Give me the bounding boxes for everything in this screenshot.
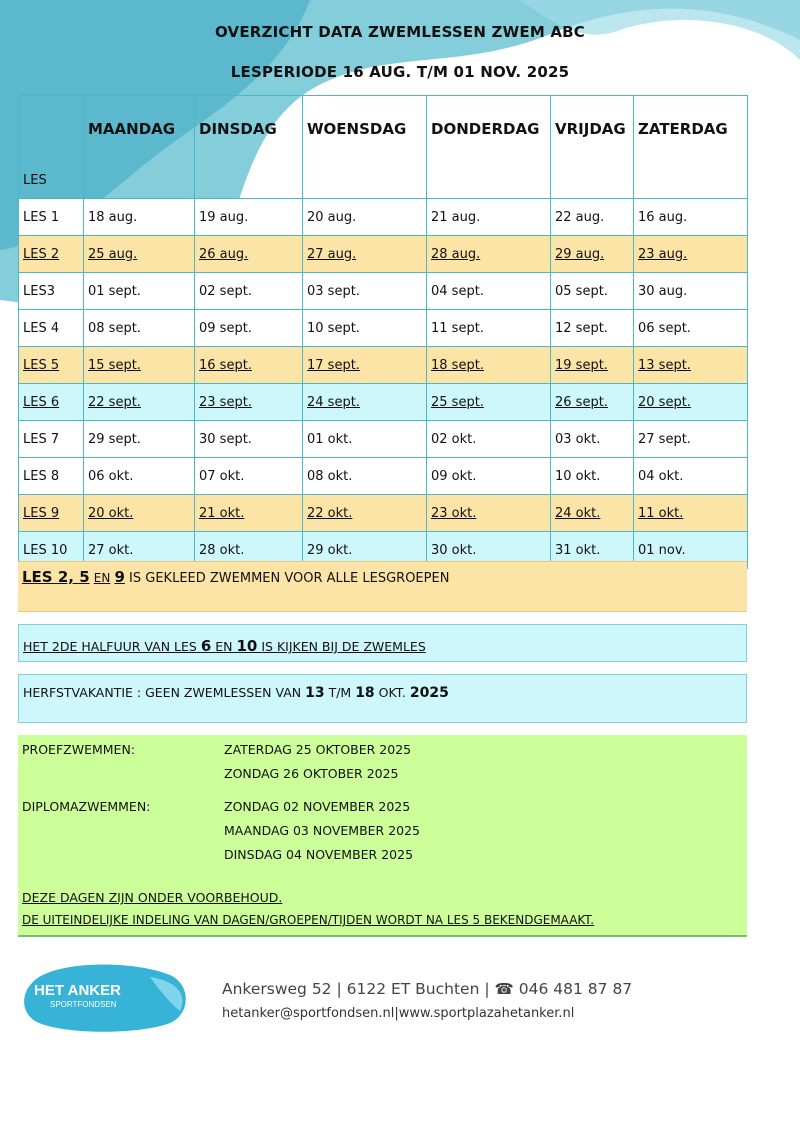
- date-cell: 26 sept.: [551, 384, 634, 421]
- date-cell: 01 okt.: [303, 421, 427, 458]
- les-cell: LES 9: [19, 495, 84, 532]
- les-cell: LES 8: [19, 458, 84, 495]
- table-row: [19, 495, 748, 532]
- table-row: [19, 384, 748, 421]
- date-cell: 28 okt.: [195, 532, 303, 569]
- exam-info-panel: [18, 735, 747, 937]
- disclaimer-line: DEZE DAGEN ZIJN ONDER VOORBEHOUD.: [22, 890, 283, 905]
- date-cell: 29 sept.: [84, 421, 195, 458]
- table-header-row: [19, 96, 748, 199]
- table-row: [19, 236, 748, 273]
- date-cell: 09 okt.: [427, 458, 551, 495]
- date-cell: 20 okt.: [84, 495, 195, 532]
- date-cell: 25 aug.: [84, 236, 195, 273]
- date-cell: 21 aug.: [427, 199, 551, 236]
- date-cell: 28 aug.: [427, 236, 551, 273]
- date-cell: 05 sept.: [551, 273, 634, 310]
- proef-date: ZONDAG 26 OKTOBER 2025: [224, 766, 399, 781]
- date-cell: 17 sept.: [303, 347, 427, 384]
- les-cell: LES3: [19, 273, 84, 310]
- footer-contact: hetanker@sportfondsen.nl|www.sportplazahetanker.nl: [222, 1006, 575, 1021]
- date-cell: 27 sept.: [634, 421, 748, 458]
- date-cell: 01 sept.: [84, 273, 195, 310]
- date-cell: 06 okt.: [84, 458, 195, 495]
- les-cell: LES 5: [19, 347, 84, 384]
- phone-icon: ☎: [494, 980, 514, 998]
- diploma-label: DIPLOMAZWEMMEN:: [22, 799, 151, 814]
- date-cell: 07 okt.: [195, 458, 303, 495]
- date-cell: 31 okt.: [551, 532, 634, 569]
- date-cell: 02 sept.: [195, 273, 303, 310]
- date-cell: 16 aug.: [634, 199, 748, 236]
- page-title: OVERZICHT DATA ZWEMLESSEN ZWEM ABC: [214, 23, 586, 41]
- date-cell: 20 aug.: [303, 199, 427, 236]
- date-cell: 10 okt.: [551, 458, 634, 495]
- footer-phone: 046 481 87 87: [518, 980, 633, 998]
- date-cell: 23 sept.: [195, 384, 303, 421]
- les-cell: LES 1: [19, 199, 84, 236]
- les-cell: LES 6: [19, 384, 84, 421]
- date-cell: 22 okt.: [303, 495, 427, 532]
- proef-date: ZATERDAG 25 OKTOBER 2025: [224, 742, 412, 757]
- diploma-date: MAANDAG 03 NOVEMBER 2025: [224, 823, 421, 838]
- diploma-date: ZONDAG 02 NOVEMBER 2025: [224, 799, 411, 814]
- date-cell: 16 sept.: [195, 347, 303, 384]
- date-cell: 30 aug.: [634, 273, 748, 310]
- date-cell: 24 okt.: [551, 495, 634, 532]
- date-cell: 27 aug.: [303, 236, 427, 273]
- note-herfstvakantie: HERFSTVAKANTIE : GEEN ZWEMLESSEN VAN 13 T/M 18 OKT. 2025: [18, 674, 747, 723]
- date-cell: 22 aug.: [551, 199, 634, 236]
- header-les: LES: [19, 96, 84, 199]
- date-cell: 09 sept.: [195, 310, 303, 347]
- date-cell: 12 sept.: [551, 310, 634, 347]
- table-row: [19, 347, 748, 384]
- date-cell: 19 sept.: [551, 347, 634, 384]
- les-cell: LES 2: [19, 236, 84, 273]
- footer-address: Ankersweg 52 | 6122 ET Buchten | ☎ 046 481 87 87: [222, 980, 633, 998]
- les-cell: LES 10: [19, 532, 84, 569]
- les-cell: LES 4: [19, 310, 84, 347]
- date-cell: 18 aug.: [84, 199, 195, 236]
- date-cell: 23 aug.: [634, 236, 748, 273]
- date-cell: 20 sept.: [634, 384, 748, 421]
- date-cell: 03 sept.: [303, 273, 427, 310]
- date-cell: 02 okt.: [427, 421, 551, 458]
- date-cell: 15 sept.: [84, 347, 195, 384]
- les-cell: LES 7: [19, 421, 84, 458]
- schedule-table: [18, 95, 748, 569]
- date-cell: 06 sept.: [634, 310, 748, 347]
- date-cell: 26 aug.: [195, 236, 303, 273]
- date-cell: 25 sept.: [427, 384, 551, 421]
- header-day: DONDERDAG: [427, 96, 551, 199]
- date-cell: 03 okt.: [551, 421, 634, 458]
- date-cell: 22 sept.: [84, 384, 195, 421]
- table-row: [19, 458, 748, 495]
- date-cell: 18 sept.: [427, 347, 551, 384]
- table-row: [19, 199, 748, 236]
- disclaimer-line: DE UITEINDELIJKE INDELING VAN DAGEN/GROEPEN/TIJDEN WORDT NA LES 5 BEKENDGEMAAKT.: [22, 913, 595, 927]
- date-cell: 01 nov.: [634, 532, 748, 569]
- date-cell: 11 okt.: [634, 495, 748, 532]
- table-row: [19, 421, 748, 458]
- proef-label: PROEFZWEMMEN:: [22, 742, 136, 757]
- header-day: VRIJDAG: [551, 96, 634, 199]
- date-cell: 23 okt.: [427, 495, 551, 532]
- note-gekleed-zwemmen: LES 2, 5 EN 9 IS GEKLEED ZWEMMEN VOOR ALLE LESGROEPEN: [18, 561, 747, 612]
- page-subtitle: LESPERIODE 16 AUG. T/M 01 NOV. 2025: [230, 63, 570, 81]
- table-row: [19, 310, 748, 347]
- date-cell: 08 okt.: [303, 458, 427, 495]
- date-cell: 11 sept.: [427, 310, 551, 347]
- date-cell: 29 aug.: [551, 236, 634, 273]
- het-anker-logo: [20, 963, 190, 1033]
- date-cell: 30 sept.: [195, 421, 303, 458]
- header-day: MAANDAG: [84, 96, 195, 199]
- date-cell: 27 okt.: [84, 532, 195, 569]
- date-cell: 10 sept.: [303, 310, 427, 347]
- date-cell: 29 okt.: [303, 532, 427, 569]
- header-day: DINSDAG: [195, 96, 303, 199]
- date-cell: 30 okt.: [427, 532, 551, 569]
- date-cell: 13 sept.: [634, 347, 748, 384]
- date-cell: 04 sept.: [427, 273, 551, 310]
- table-row: [19, 273, 748, 310]
- logo-text: HET ANKER: [34, 982, 121, 999]
- note-kijken-zwemles: HET 2DE HALFUUR VAN LES 6 EN 10 IS KIJKEN BIJ DE ZWEMLES: [18, 624, 747, 662]
- header-day: WOENSDAG: [303, 96, 427, 199]
- diploma-date: DINSDAG 04 NOVEMBER 2025: [224, 847, 414, 862]
- date-cell: 21 okt.: [195, 495, 303, 532]
- date-cell: 24 sept.: [303, 384, 427, 421]
- logo-subtext: SPORTFONDSEN: [50, 1000, 117, 1009]
- date-cell: 19 aug.: [195, 199, 303, 236]
- date-cell: 04 okt.: [634, 458, 748, 495]
- date-cell: 08 sept.: [84, 310, 195, 347]
- header-day: ZATERDAG: [634, 96, 748, 199]
